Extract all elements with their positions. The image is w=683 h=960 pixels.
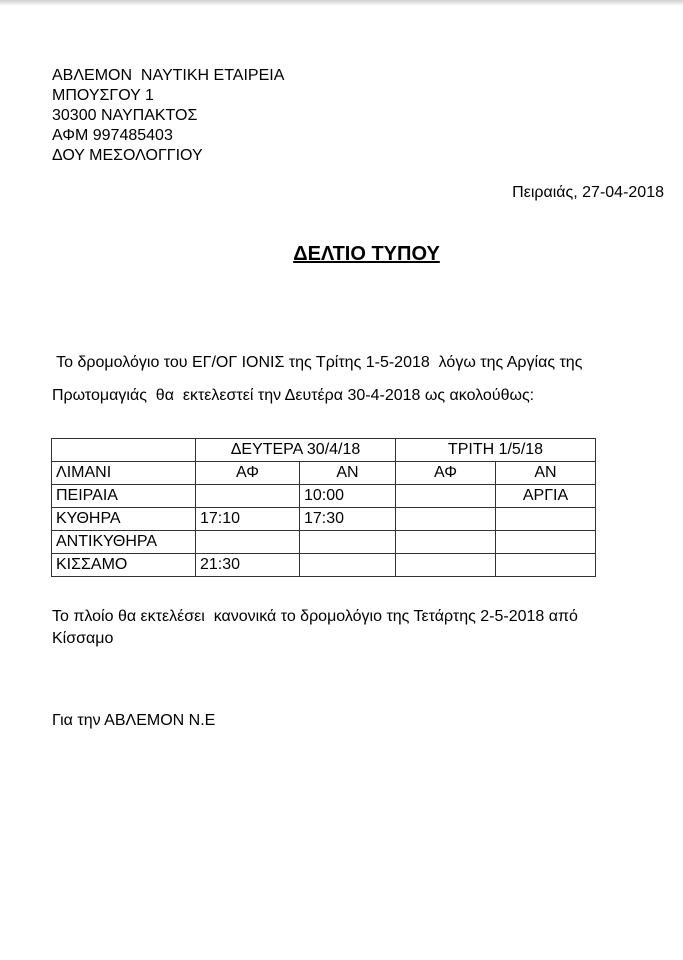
vat-number: ΑΦΜ 997485403 [52,127,173,144]
monday-group-header: ΔΕΥΤΕΡΑ 30/4/18 [196,439,396,462]
page-top-edge [0,0,683,6]
time-cell [396,531,496,554]
monday-arrival-header: ΑΝ [300,462,396,485]
table-row [52,554,596,577]
table-row [52,531,596,554]
time-cell [196,485,300,508]
sender-address-block [52,66,284,166]
closing-line-1: Το πλοίο θα εκτελέσει κανονικά το δρομολόγιο της Τετάρτης 2-5-2018 από [52,608,578,625]
intro-line-2: Πρωτομαγιάς θα εκτελεστεί την Δευτέρα 30-4-2018 ως ακολούθως: [52,387,535,404]
table-row [52,485,596,508]
time-cell: 17:10 [196,508,300,531]
tuesday-arrival-header: ΑΝ [496,462,596,485]
intro-line-1: Το δρομολόγιο του ΕΓ/ΟΓ ΙΟΝΙΣ της Τρίτης 1-5-2018 λόγω της Αργίας της [52,354,583,371]
time-cell: ΑΡΓΙΑ [496,485,596,508]
monday-departure-header: ΑΦ [196,462,300,485]
port-cell: ΚΙΣΣΑΜΟ [52,554,196,577]
street-address: ΜΠΟΥΣΓΟΥ 1 [52,87,154,104]
port-cell: ΑΝΤΙΚΥΘΗΡΑ [52,531,196,554]
postal-city: 30300 ΝΑΥΠΑΚΤΟΣ [52,107,198,124]
document-title: ΔΕΛΤΙΟ ΤΥΠΟΥ [293,243,440,265]
time-cell [496,554,596,577]
time-cell [396,485,496,508]
time-cell [196,531,300,554]
signature-line: Για την ΑΒΛΕΜΟΝ Ν.Ε [52,712,216,729]
time-cell [496,508,596,531]
time-cell [396,508,496,531]
time-cell: 21:30 [196,554,300,577]
time-cell [396,554,496,577]
port-column-header: ΛΙΜΑΝΙ [52,462,196,485]
table-row [52,508,596,531]
time-cell [300,554,396,577]
time-cell [300,531,396,554]
port-cell: ΠΕΙΡΑΙΑ [52,485,196,508]
time-cell [496,531,596,554]
place-date: Πειραιάς, 27-04-2018 [512,184,664,201]
closing-line-2: Κίσσαμο [52,630,114,647]
tuesday-departure-header: ΑΦ [396,462,496,485]
time-cell: 17:30 [300,508,396,531]
empty-corner-cell [52,439,196,462]
tax-office: ΔΟΥ ΜΕΣΟΛΟΓΓΙΟΥ [52,147,203,164]
port-cell: ΚΥΘΗΡΑ [52,508,196,531]
time-cell: 10:00 [300,485,396,508]
table-column-header-row [52,462,596,485]
schedule-table [51,438,596,577]
table-group-header-row [52,439,596,462]
company-name: ΑΒΛΕΜΟΝ ΝΑΥΤΙΚΗ ΕΤΑΙΡΕΙΑ [52,67,285,84]
tuesday-group-header: ΤΡΙΤΗ 1/5/18 [396,439,596,462]
